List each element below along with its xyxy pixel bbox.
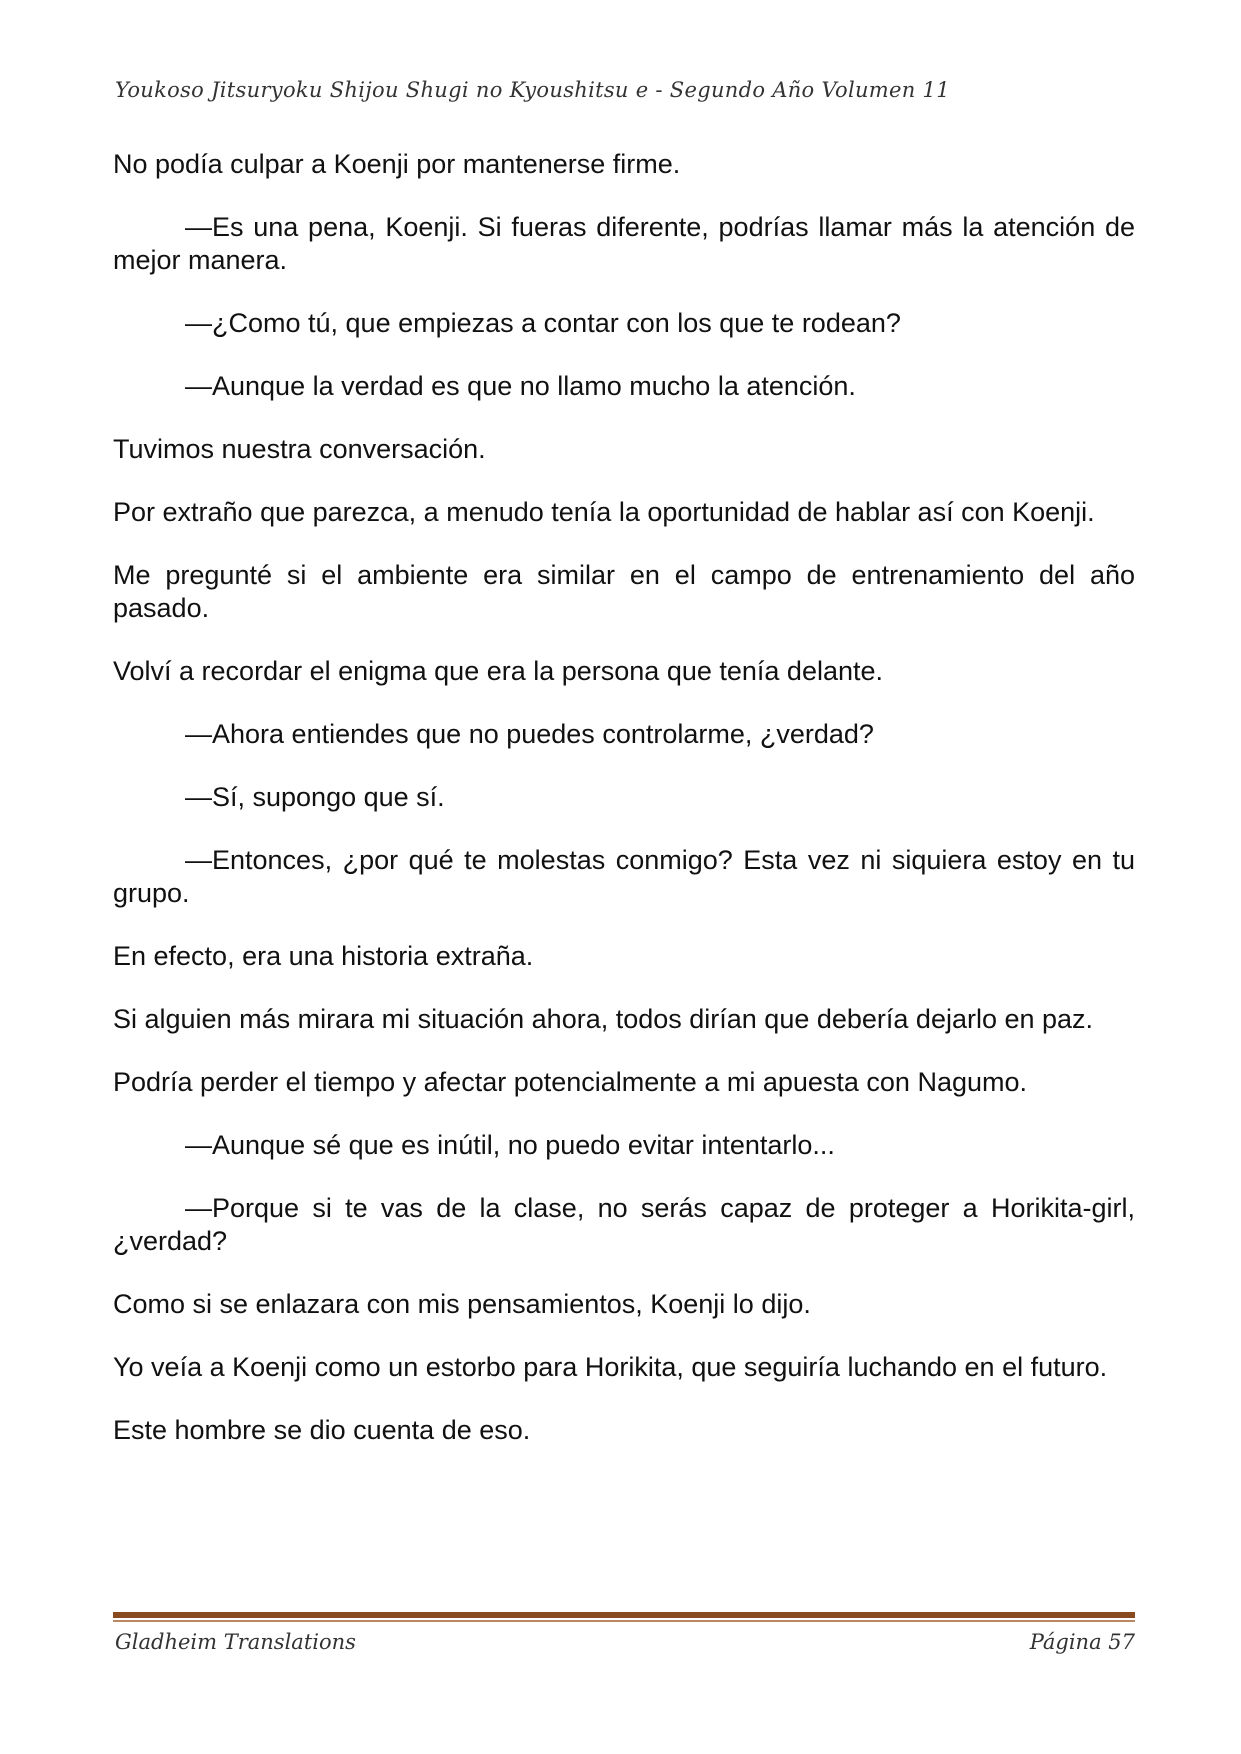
paragraph: Si alguien más mirara mi situación ahora, todos dirían que debería dejarlo en paz. [113, 1004, 1094, 1034]
paragraph: Tuvimos nuestra conversación. [113, 434, 486, 464]
dialog-paragraph: —¿Como tú, que empiezas a contar con los que te rodean? [185, 308, 901, 338]
running-header-title: Youkoso Jitsuryoku Shijou Shugi no Kyoushitsu e - Segundo Año Volumen 11 [115, 78, 950, 102]
paragraph: No podía culpar a Koenji por mantenerse firme. [113, 149, 681, 179]
footer-divider-thin [113, 1620, 1135, 1622]
dialog-paragraph: —Es una pena, Koenji. Si fueras diferente, podrías llamar más la atención de mejor manera. [113, 212, 1135, 275]
paragraph: Por extraño que parezca, a menudo tenía la oportunidad de hablar así con Koenji. [113, 497, 1095, 527]
body-text [113, 148, 1135, 1477]
dialog-paragraph: —Aunque sé que es inútil, no puedo evitar intentarlo... [185, 1130, 835, 1160]
paragraph: Yo veía a Koenji como un estorbo para Horikita, que seguiría luchando en el futuro. [113, 1352, 1108, 1382]
paragraph: Como si se enlazara con mis pensamientos, Koenji lo dijo. [113, 1289, 811, 1319]
dialog-paragraph: —Porque si te vas de la clase, no serás capaz de proteger a Horikita-girl, ¿verdad? [113, 1193, 1135, 1256]
footer-page-number: Página 57 [1029, 1630, 1135, 1654]
footer-divider-thick [113, 1612, 1135, 1618]
dialog-paragraph: —Ahora entiendes que no puedes controlarme, ¿verdad? [185, 719, 874, 749]
paragraph: Volví a recordar el enigma que era la persona que tenía delante. [113, 656, 884, 686]
dialog-paragraph: —Entonces, ¿por qué te molestas conmigo? Esta vez ni siquiera estoy en tu grupo. [113, 845, 1135, 908]
paragraph: En efecto, era una historia extraña. [113, 941, 534, 971]
paragraph: Me pregunté si el ambiente era similar en el campo de entrenamiento del año pasado. [113, 560, 1135, 623]
footer-translator-credit: Gladheim Translations [115, 1630, 356, 1654]
paragraph: Podría perder el tiempo y afectar potencialmente a mi apuesta con Nagumo. [113, 1067, 1028, 1097]
paragraph: Este hombre se dio cuenta de eso. [113, 1415, 531, 1445]
dialog-paragraph: —Aunque la verdad es que no llamo mucho la atención. [185, 371, 856, 401]
dialog-paragraph: —Sí, supongo que sí. [185, 782, 445, 812]
